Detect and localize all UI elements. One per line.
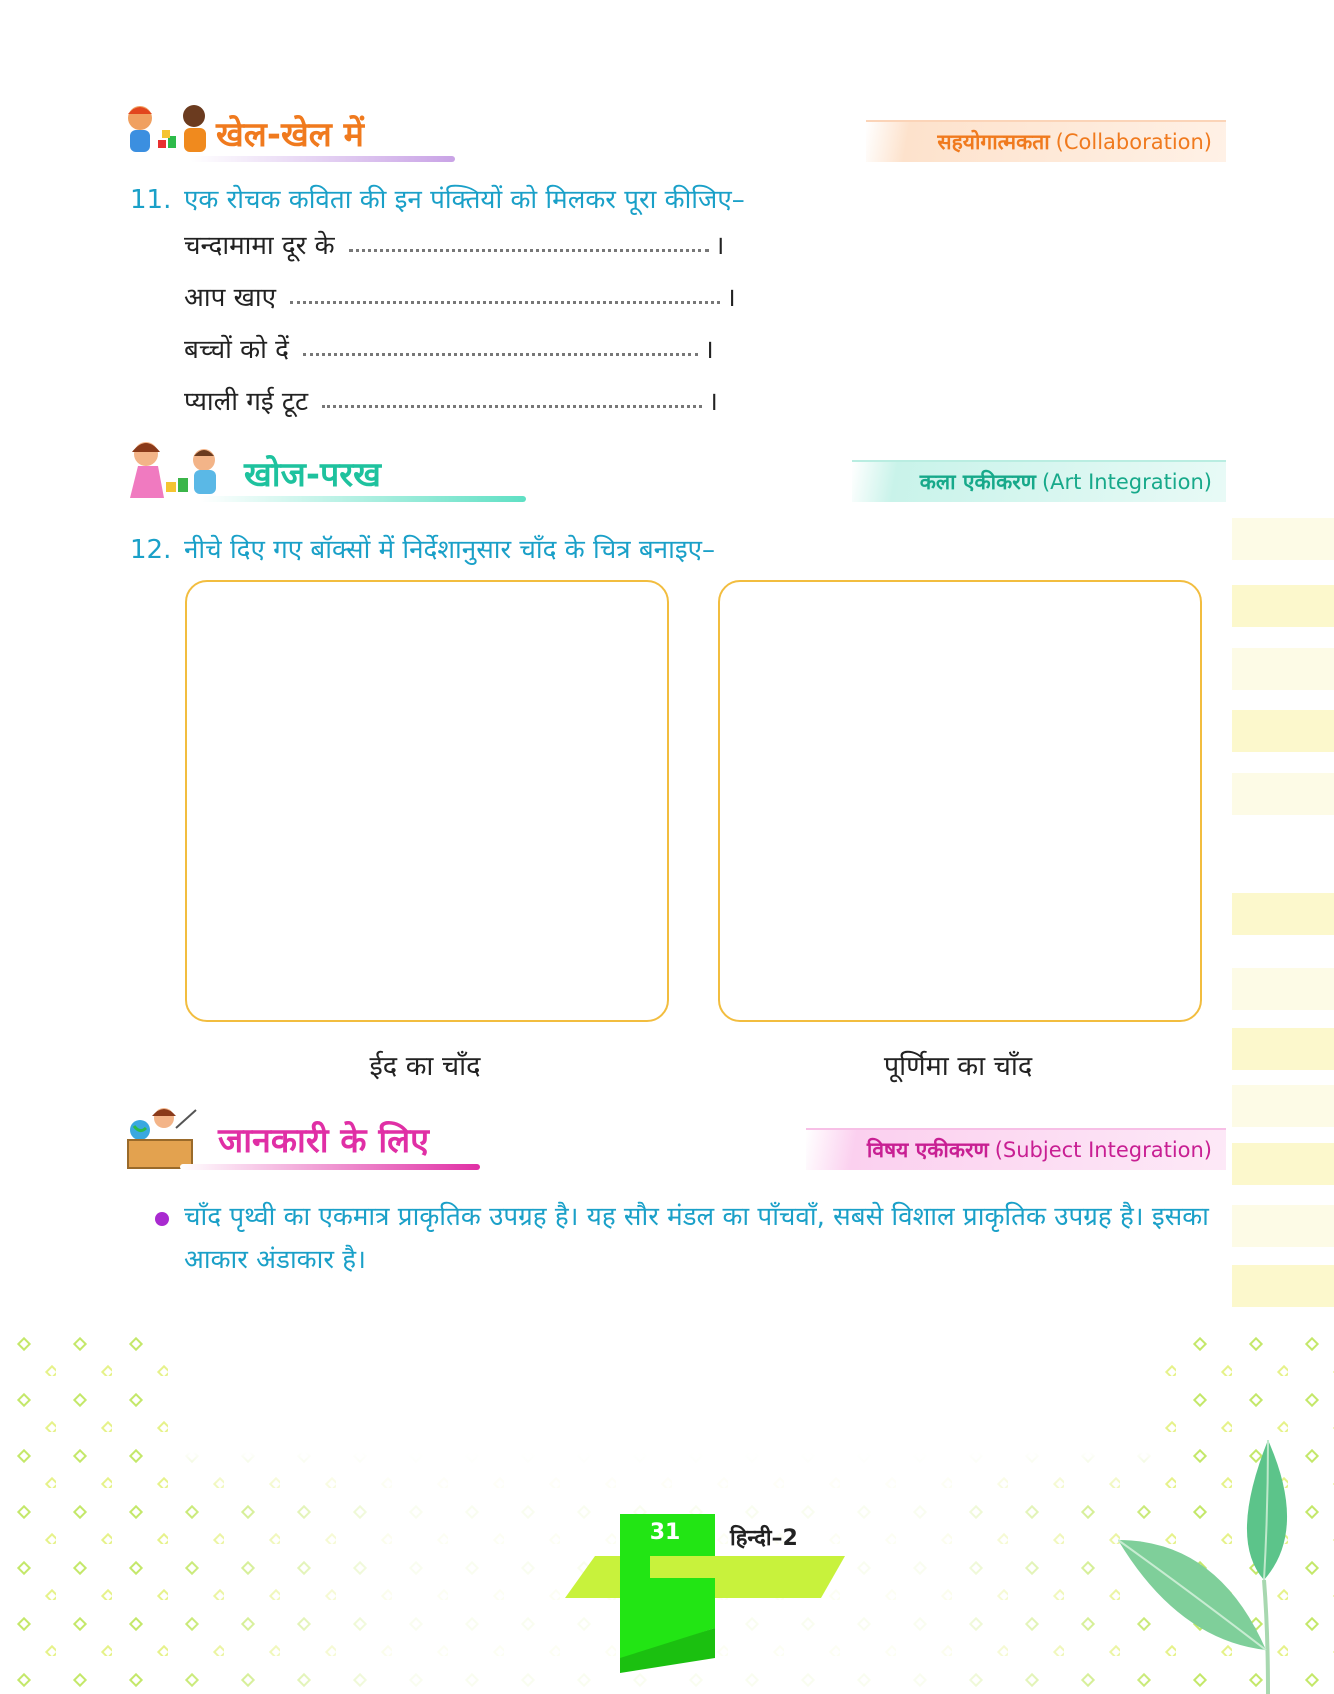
poem-line-text: बच्चों को दें xyxy=(184,335,289,365)
side-stripe xyxy=(1232,585,1334,627)
poem-line-4 xyxy=(184,382,718,418)
caption-full-moon: पूर्णिमा का चाँद xyxy=(883,1051,1033,1082)
tag-english: (Art Integration) xyxy=(1041,470,1212,494)
section-title-explore: खोज-परख xyxy=(244,455,381,495)
side-stripe xyxy=(1232,1143,1334,1185)
danda: । xyxy=(708,387,719,417)
section-underline xyxy=(180,1164,480,1170)
question-12 xyxy=(130,530,715,566)
info-fact: चाँद पृथ्वी का एकमात्र प्राकृतिक उपग्रह है। यह सौर मंडल का पाँचवाँ, सबसे विशाल प्राकृतिक उपग्रह है। इसका आकार अंडाकार है। xyxy=(184,1202,1209,1275)
tag-english: (Collaboration) xyxy=(1055,130,1212,154)
poem-line-1 xyxy=(184,226,724,262)
subject-integration-tag xyxy=(806,1128,1226,1170)
tag-english: (Subject Integration) xyxy=(994,1138,1212,1162)
poem-line-2 xyxy=(184,278,736,314)
side-stripe xyxy=(1232,710,1334,752)
fill-blank[interactable] xyxy=(303,353,698,356)
fill-blank[interactable] xyxy=(349,249,709,252)
leaf-icon xyxy=(1118,1430,1318,1694)
poem-line-text: आप खाए xyxy=(184,283,276,313)
fill-blank[interactable] xyxy=(322,405,702,408)
question-number: 11. xyxy=(130,185,172,215)
question-text: एक रोचक कविता की इन पंक्तियों को मिलकर पूरा कीजिए– xyxy=(184,185,745,215)
book-title: हिन्दी–2 xyxy=(730,1526,798,1551)
caption-eid-moon: ईद का चाँद xyxy=(369,1051,481,1082)
tag-hindi: सहयोगात्मकता xyxy=(937,130,1050,154)
side-stripe xyxy=(1232,1085,1334,1127)
fill-blank[interactable] xyxy=(290,301,720,304)
art-integration-tag xyxy=(852,460,1226,502)
side-stripe xyxy=(1232,648,1334,690)
question-11 xyxy=(130,180,745,216)
side-stripe xyxy=(1232,1265,1334,1307)
section-underline xyxy=(190,156,455,162)
tag-hindi: कला एकीकरण xyxy=(919,470,1036,494)
section-underline xyxy=(200,496,526,502)
danda: । xyxy=(714,231,725,261)
side-stripe xyxy=(1232,893,1334,935)
side-stripe xyxy=(1232,968,1334,1010)
side-stripe xyxy=(1232,1028,1334,1070)
side-stripe xyxy=(1232,1205,1334,1247)
children-exploring-icon xyxy=(124,438,224,502)
children-playing-icon xyxy=(122,102,214,160)
section-title-play: खेल-खेल में xyxy=(216,115,365,155)
side-stripe xyxy=(1232,518,1334,560)
tag-hindi: विषय एकीकरण xyxy=(866,1138,989,1162)
teacher-globe-icon xyxy=(124,1104,200,1170)
poem-line-text: चन्दामामा दूर के xyxy=(184,231,335,261)
drawing-box-full-moon[interactable] xyxy=(718,580,1202,1022)
page-number: 31 xyxy=(649,1520,681,1545)
question-number: 12. xyxy=(130,535,172,565)
poem-line-text: प्याली गई टूट xyxy=(184,387,309,417)
side-stripe xyxy=(1232,773,1334,815)
poem-line-3 xyxy=(184,330,714,366)
section-title-info: जानकारी के लिए xyxy=(218,1121,429,1161)
collaboration-tag xyxy=(866,120,1226,162)
bullet-icon xyxy=(155,1212,169,1226)
question-text: नीचे दिए गए बॉक्सों में निर्देशानुसार चाँद के चित्र बनाइए– xyxy=(184,535,715,565)
danda: । xyxy=(703,335,714,365)
page-number-banner xyxy=(565,1508,855,1694)
drawing-box-eid-moon[interactable] xyxy=(185,580,669,1022)
danda: । xyxy=(726,283,736,313)
